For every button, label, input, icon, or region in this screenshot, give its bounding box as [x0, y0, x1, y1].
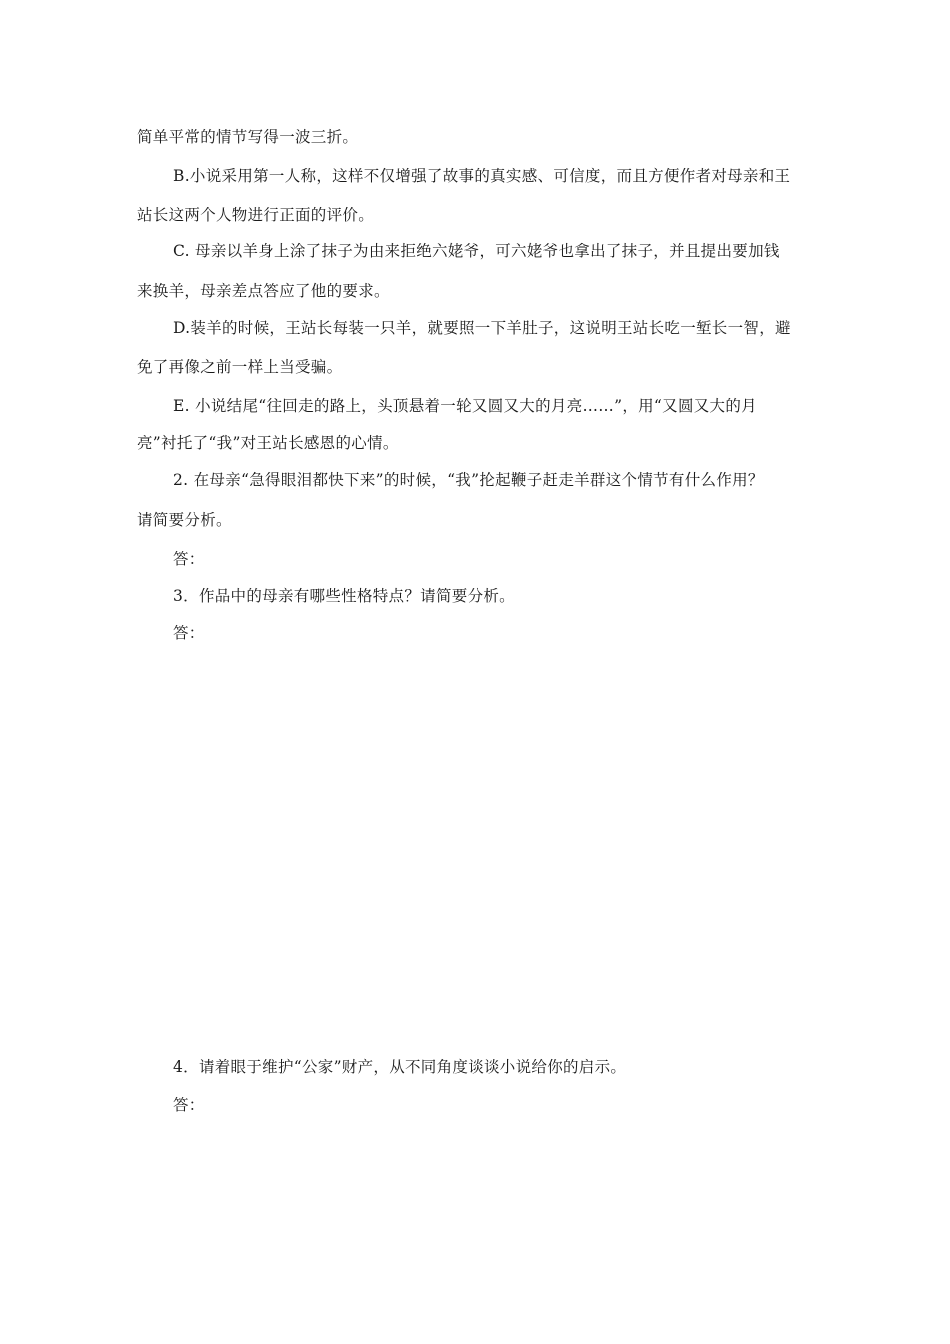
question-2-line2: 请简要分析。 — [137, 511, 232, 529]
question-3-answer-label: 答： — [173, 624, 205, 642]
question-4: 4．请着眼于维护“公家”财产，从不同角度谈谈小说给你的启示。 — [173, 1058, 627, 1076]
option-c-line2: 来换羊，母亲差点答应了他的要求。 — [137, 282, 390, 300]
option-e-line2: 亮”衬托了“我”对王站长感恩的心情。 — [137, 434, 399, 452]
option-d-line2: 免了再像之前一样上当受骗。 — [137, 358, 343, 376]
question-2-answer-label: 答： — [173, 550, 205, 568]
option-b-line2: 站长这两个人物进行正面的评价。 — [137, 206, 375, 224]
option-e-line1: E. 小说结尾“往回走的路上，头顶悬着一轮又圆又大的月亮……”，用“又圆又大的月 — [173, 397, 757, 415]
question-3: 3．作品中的母亲有哪些性格特点？请简要分析。 — [173, 587, 515, 605]
option-b-line1: B.小说采用第一人称，这样不仅增强了故事的真实感、可信度，而且方便作者对母亲和王 — [173, 167, 791, 185]
option-d-line1: D.装羊的时候，王站长每装一只羊，就要照一下羊肚子，这说明王站长吃一堑长一智，避 — [173, 319, 791, 337]
option-c-line1: C. 母亲以羊身上涂了抹子为由来拒绝六姥爷，可六姥爷也拿出了抹子，并且提出要加钱 — [173, 242, 780, 260]
question-2-line1: 2. 在母亲“急得眼泪都快下来”的时候，“我”抡起鞭子赶走羊群这个情节有什么作用？ — [173, 471, 764, 489]
option-a-continuation: 简单平常的情节写得一波三折。 — [137, 128, 359, 146]
question-4-answer-label: 答： — [173, 1096, 205, 1114]
